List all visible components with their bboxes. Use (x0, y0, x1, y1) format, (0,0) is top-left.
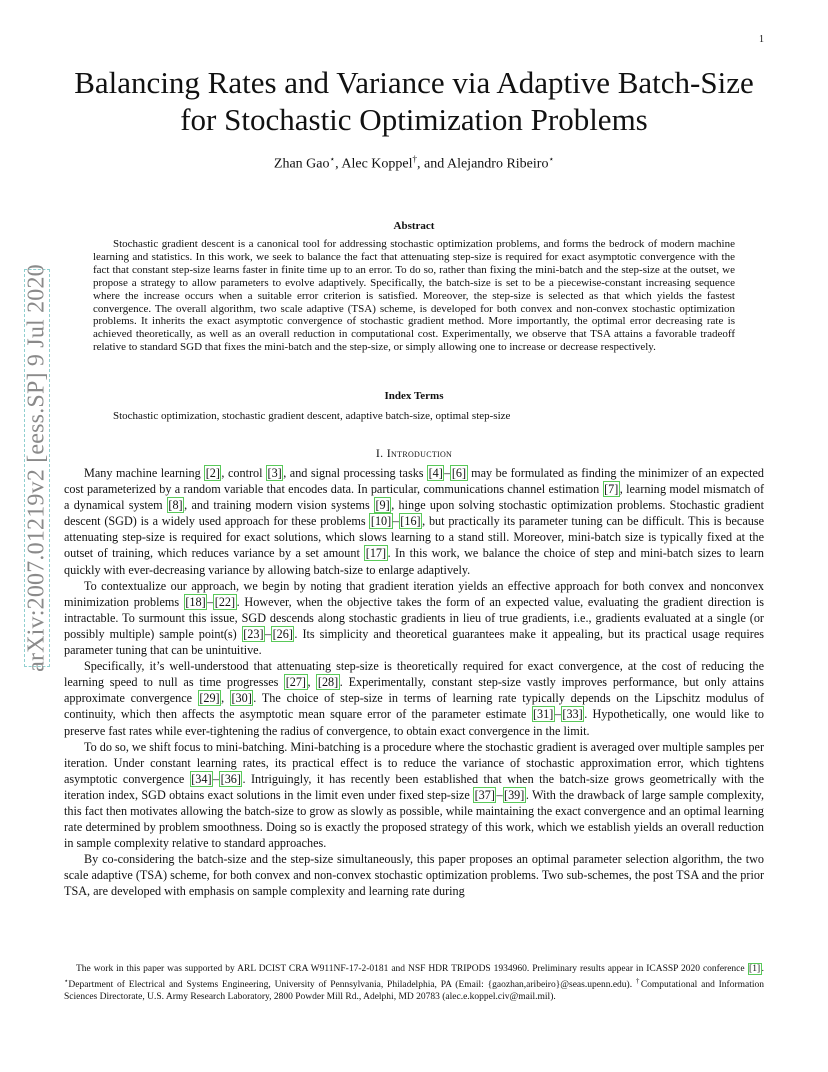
introduction-body (64, 465, 764, 900)
paragraph-text: , learning model mismatch of a dynamical system (64, 482, 765, 513)
citation-link[interactable]: [4] (428, 466, 443, 480)
paragraph-text: – (265, 626, 272, 641)
paragraph (64, 465, 764, 578)
citation-link[interactable]: [3] (267, 466, 282, 480)
citation-link[interactable]: [9] (375, 498, 390, 513)
author-separator: , (335, 156, 342, 172)
footnote-text: Computational and Information Sciences Directorate, U.S. Army Research Laboratory, 2800 Powder Mill Rd., Adelphi, MD 20783 (alec.e.koppel.civ@mail.mil). (64, 980, 765, 1003)
paragraph-text: . Experimentally, constant step-size vastly improves performance, but only attains approximate convergence (64, 675, 764, 706)
citation-link[interactable]: [8] (168, 498, 183, 513)
paragraph-text: – (207, 594, 214, 609)
citation-link[interactable]: [22] (214, 594, 236, 609)
citation-link[interactable]: [39] (504, 787, 525, 802)
paragraph-text: . Hypothetically, one would like to preserve fast rates while ever-tightening the radius of convergence, to obtain exact convergence in the limit. (64, 707, 764, 738)
citation-link[interactable]: [2] (205, 466, 220, 480)
author-separator: , and (417, 156, 447, 172)
section-number: I. (375, 446, 384, 460)
citation-link[interactable]: [36] (220, 771, 241, 786)
paragraph-text: To contextualize our approach, we begin by noting that gradient iteration yields an effective approach for both convex and nonconvex minimization problems (64, 578, 764, 609)
footnote-text: Department of Electrical and Systems Engineering, University of Pennsylvania, Philadelphia, PA (Email: {gaozhan,aribeiro}@seas.upenn.edu). (68, 980, 636, 991)
paper-title: Balancing Rates and Variance via Adaptive Batch-Size for Stochastic Optimization Problems (74, 65, 754, 137)
paragraph (64, 739, 764, 852)
citation-link[interactable]: [16] (400, 514, 421, 529)
affiliation-mark: † (412, 154, 418, 164)
abstract-text: Stochastic gradient descent is a canonical tool for addressing stochastic optimization problems, and forms the bedrock of modern machine learning and statistics. In this work, we seek to balance the fact that attenuating step-size is required for exact asymptotic convergence with the fact that constant step-size learns faster in finite time up to an error. To do so, rather than fixing the mini-batch and the step-size at the outset, we propose a strategy to allow parameters to evolve adaptively. Specifically, the batch-size is set to be a piecewise-constant increasing sequence where the increase occurs when a suitable error criterion is satisfied. Moreover, the step-size is selected as that which yields the fastest convergence. The overall algorithm, two scale adaptive (TSA) scheme, is developed for both convex and non-convex stochastic optimization problems. It inherits the exact asymptotic convergence of stochastic gradient method. More importantly, the optimal error decreasing rate is achieved theoretically, as well as an overall reduction in computational cost. Experimentally, we observe that TSA attains a favorable tradeoff relative to standard SGD that fixes the mini-batch and the step-size, or simply allowing one to increase or decrease respectively. (93, 238, 735, 354)
paragraph-text: . However, when the objective takes the form of an expected value, evaluating the gradient direction is intractable. To surmount this issue, SGD descends along stochastic gradients in lieu of true gradients, i.e., gradients evaluated at a single (or possibly multiple) sample point(s) (64, 594, 764, 641)
paragraph (64, 851, 764, 899)
arxiv-stamp-text: arXiv:2007.01219v2 [eess.SP] 9 Jul 2020 (23, 264, 50, 672)
citation-link[interactable]: [17] (365, 546, 387, 561)
paragraph-text: , control (221, 466, 267, 480)
paragraph-text: To do so, we shift focus to mini-batching. Mini-batching is a procedure where the stochastic gradient is averaged over multiple samples per iteration. Under constant learning rates, its practical effect is to reduce the variance of stochastic approximation error, which tightens asymptotic convergence (64, 739, 764, 786)
citation-link[interactable]: [26] (272, 626, 293, 641)
arxiv-stamp[interactable] (23, 264, 50, 672)
footnote (64, 963, 764, 1003)
paragraph-text: – (392, 514, 399, 529)
paragraph-text: – (444, 466, 451, 480)
paragraph-text: By co-considering the batch-size and the step-size simultaneously, this paper proposes an optimal parameter selection algorithm, the two scale adaptive (TSA) scheme, for both convex and non-convex stochastic optimization problems. Two sub-schemes, the post TSA and the prior TSA, are developed with emphasis on sample complexity and learning rate during (64, 852, 764, 899)
paragraph-text: . In this work, we balance the choice of step and mini-batch sizes to learn quickly with ever-decreasing variance by allowing batch-size to enlarge adaptively. (64, 546, 764, 577)
affiliation-mark: ⋆ (64, 977, 69, 985)
paragraph-text: , (221, 691, 230, 706)
paragraph (64, 578, 764, 658)
citation-link[interactable]: [34] (191, 771, 212, 786)
section-heading (70, 446, 758, 461)
footnote-text: . (761, 964, 764, 974)
citation-link[interactable]: [33] (562, 707, 583, 722)
citation-link[interactable]: [7] (604, 482, 619, 497)
citation-link[interactable]: [29] (199, 691, 220, 706)
paragraph-text: may be formulated as finding the minimizer of an expected cost parameterized by a random variable that encodes data. In particular, communications channel estimation (64, 466, 764, 497)
paragraph-text: Specifically, it’s well-understood that attenuating step-size is theoretically required for exact convergence, at the cost of reducing the learning speed to null as time progresses (64, 659, 764, 690)
citation-link[interactable]: [18] (185, 594, 206, 609)
paragraph-text: . Its simplicity and theoretical guarantees make it appealing, but its practical usage requires parameter tuning that can be unintuitive. (64, 626, 764, 658)
citation-link[interactable]: [28] (317, 675, 339, 690)
paragraph-text: – (554, 707, 561, 722)
paragraph-text: , (307, 675, 317, 690)
citation-link[interactable]: [6] (451, 466, 467, 480)
footnote-text: The work in this paper was supported by ARL DCIST CRA W911NF-17-2-0181 and NSF HDR TRIPODS 1934960. Preliminary results appear in ICASSP 2020 conference (76, 964, 748, 974)
citation-link[interactable]: [30] (231, 691, 252, 706)
citation-link[interactable]: [37] (474, 787, 495, 802)
citation-link[interactable]: [31] (533, 707, 554, 722)
affiliation-mark: ⋆ (548, 154, 555, 164)
citation-link[interactable]: [1] (749, 964, 761, 974)
page-number: 1 (759, 34, 764, 45)
citation-link[interactable]: [10] (370, 514, 392, 529)
paragraph-text: . With the drawback of large sample complexity, this fact then motivates allowing the batch-size to grow as slowly as possible, while maintaining the exact convergence and an optimal learning rate determined by problem smoothness. Doing so is exactly the proposed strategy of this work, which we establish yields an overall reduction in sample complexity relative to standard approaches. (64, 787, 764, 851)
section-title: Introduction (386, 446, 453, 460)
author-name: Alec Koppel (341, 156, 413, 172)
abstract-heading: Abstract (393, 220, 435, 232)
paragraph-text: – (496, 787, 503, 802)
citation-link[interactable]: [27] (285, 675, 306, 690)
paragraph-text: Many machine learning (84, 466, 205, 480)
paragraph-text: , and signal processing tasks (283, 466, 428, 480)
affiliation-mark: ⋆ (329, 154, 336, 164)
index-terms-heading: Index Terms (384, 390, 444, 402)
paragraph-text: – (213, 771, 220, 786)
affiliation-mark: † (635, 977, 641, 985)
author-name: Zhan Gao (273, 156, 330, 172)
author-list (70, 154, 758, 173)
paragraph (64, 658, 764, 738)
paragraph-text: . The choice of step-size in terms of learning rate typically depends on the Lipschitz modulus of continuity, which then affects the asymptotic mean square error of the parameter estimate (64, 691, 764, 722)
paragraph-text: , hinge upon solving stochastic optimization problems. Stochastic gradient descent (SGD) is a widely used approach for these problems (64, 498, 764, 529)
paragraph-text: , but practically its parameter tuning can be difficult. This is because attenuating step-size is required for exact solutions, which slows learning to a stand still. Moreover, mini-batch size is typically fixed at the outset of training, which reduces variance by a set amount (64, 514, 764, 561)
paragraph-text: , and training modern vision systems (184, 498, 374, 513)
citation-link[interactable]: [23] (243, 626, 264, 641)
paragraph-text: . Intriguingly, it has recently been established that when the batch-size grows geometrically with the iteration index, SGD obtains exact solutions in the limit even under fixed step-size (64, 771, 764, 802)
index-terms-text: Stochastic optimization, stochastic gradient descent, adaptive batch-size, optimal step-size (113, 410, 511, 422)
author-name: Alejandro Ribeiro (446, 156, 549, 172)
